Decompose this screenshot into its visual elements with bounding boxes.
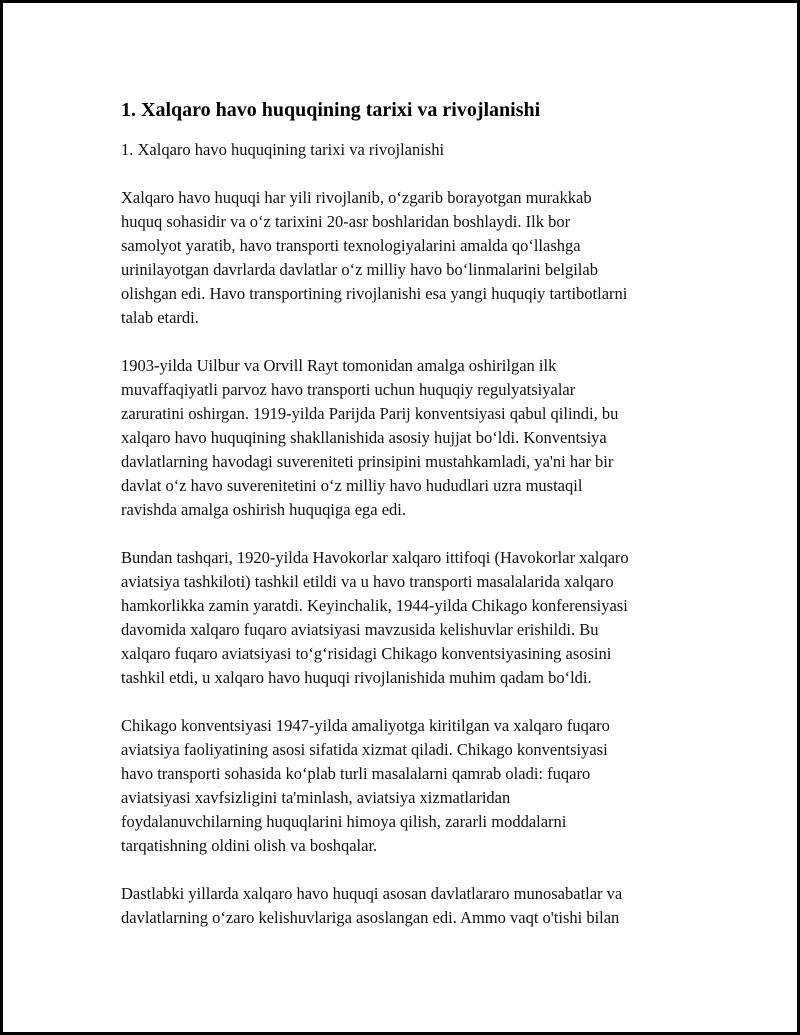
text-line: Bundan tashqari, 1920-yilda Havokorlar xalqaro ittifoqi (Havokorlar xalqaro [121, 548, 629, 567]
text-line: huquq sohasidir va o‘z tarixini 20-asr boshlaridan boshlaydi. Ilk bor [121, 212, 571, 231]
text-line: muvaffaqiyatli parvoz havo transporti uchun huquqiy regulyatsiyalar [121, 380, 576, 399]
document-subtitle: 1. Xalqaro havo huquqining tarixi va rivojlanishi [121, 140, 445, 159]
text-line: tarqatishning oldini olish va boshqalar. [121, 836, 378, 855]
text-line: davlat o‘z havo suverenitetini o‘z milliy havo hududlari uzra mustaqil [121, 476, 583, 495]
text-line: aviatsiya tashkiloti) tashkil etildi va u havo transporti masalalarida xalqaro [121, 572, 614, 591]
text-line: havo transporti sohasida ko‘plab turli masalalarni qamrab oladi: fuqaro [121, 764, 591, 783]
text-line: davomida xalqaro fuqaro aviatsiyasi mavzusida kelishuvlar erishildi. Bu [121, 620, 599, 639]
text-line: talab etardi. [121, 308, 199, 327]
text-line: olishgan edi. Havo transportining rivojlanishi esa yangi huquqiy tartibotlarni [121, 284, 628, 303]
text-line: foydalanuvchilarning huquqlarini himoya qilish, zararli moddalarni [121, 812, 567, 831]
text-line: aviatsiya faoliyatining asosi sifatida xizmat qiladi. Chikago konventsiyasi [121, 740, 608, 759]
text-line: Dastlabki yillarda xalqaro havo huquqi asosan davlatlararo munosabatlar va [121, 884, 623, 903]
paragraph-3 [121, 546, 711, 690]
text-line: urinilayotgan davrlarda davlatlar o‘z milliy havo bo‘linmalarini belgilab [121, 260, 598, 279]
text-line: xalqaro fuqaro aviatsiyasi to‘g‘risidagi Chikago konventsiyasining asosini [121, 644, 612, 663]
text-line: 1903-yilda Uilbur va Orvill Rayt tomonidan amalga oshirilgan ilk [121, 356, 557, 375]
text-line: Chikago konventsiyasi 1947-yilda amaliyotga kiritilgan va xalqaro fuqaro [121, 716, 610, 735]
text-line: ravishda amalga oshirish huquqiga ega edi. [121, 500, 407, 519]
text-line: xalqaro havo huquqining shakllanishida asosiy hujjat bo‘ldi. Konventsiya [121, 428, 607, 447]
paragraph-2 [121, 354, 711, 522]
text-line: aviatsiyasi xavfsizligini ta'minlash, aviatsiya xizmatlaridan [121, 788, 511, 807]
text-line: samolyot yaratib, havo transporti texnologiyalarini amalda qo‘llashga [121, 236, 581, 255]
text-line: zaruratini oshirgan. 1919-yilda Parijda Parij konventsiyasi qabul qilindi, bu [121, 404, 619, 423]
text-line: davlatlarning havodagi suvereniteti prinsipini mustahkamladi, ya'ni har bir [121, 452, 614, 471]
paragraph-4 [121, 714, 711, 858]
text-line: hamkorlikka zamin yaratdi. Keyinchalik, 1944-yilda Chikago konferensiyasi [121, 596, 628, 615]
text-line: Xalqaro havo huquqi har yili rivojlanib, o‘zgarib borayotgan murakkab [121, 188, 592, 207]
document-body [121, 96, 711, 954]
paragraph-5 [121, 882, 711, 930]
text-line: davlatlarning o‘zaro kelishuvlariga asoslangan edi. Ammo vaqt o'tishi bilan [121, 908, 620, 927]
text-line: tashkil etdi, u xalqaro havo huquqi rivojlanishida muhim qadam bo‘ldi. [121, 668, 592, 687]
paragraph-1 [121, 186, 711, 330]
document-heading: 1. Xalqaro havo huquqining tarixi va rivojlanishi [121, 99, 541, 121]
